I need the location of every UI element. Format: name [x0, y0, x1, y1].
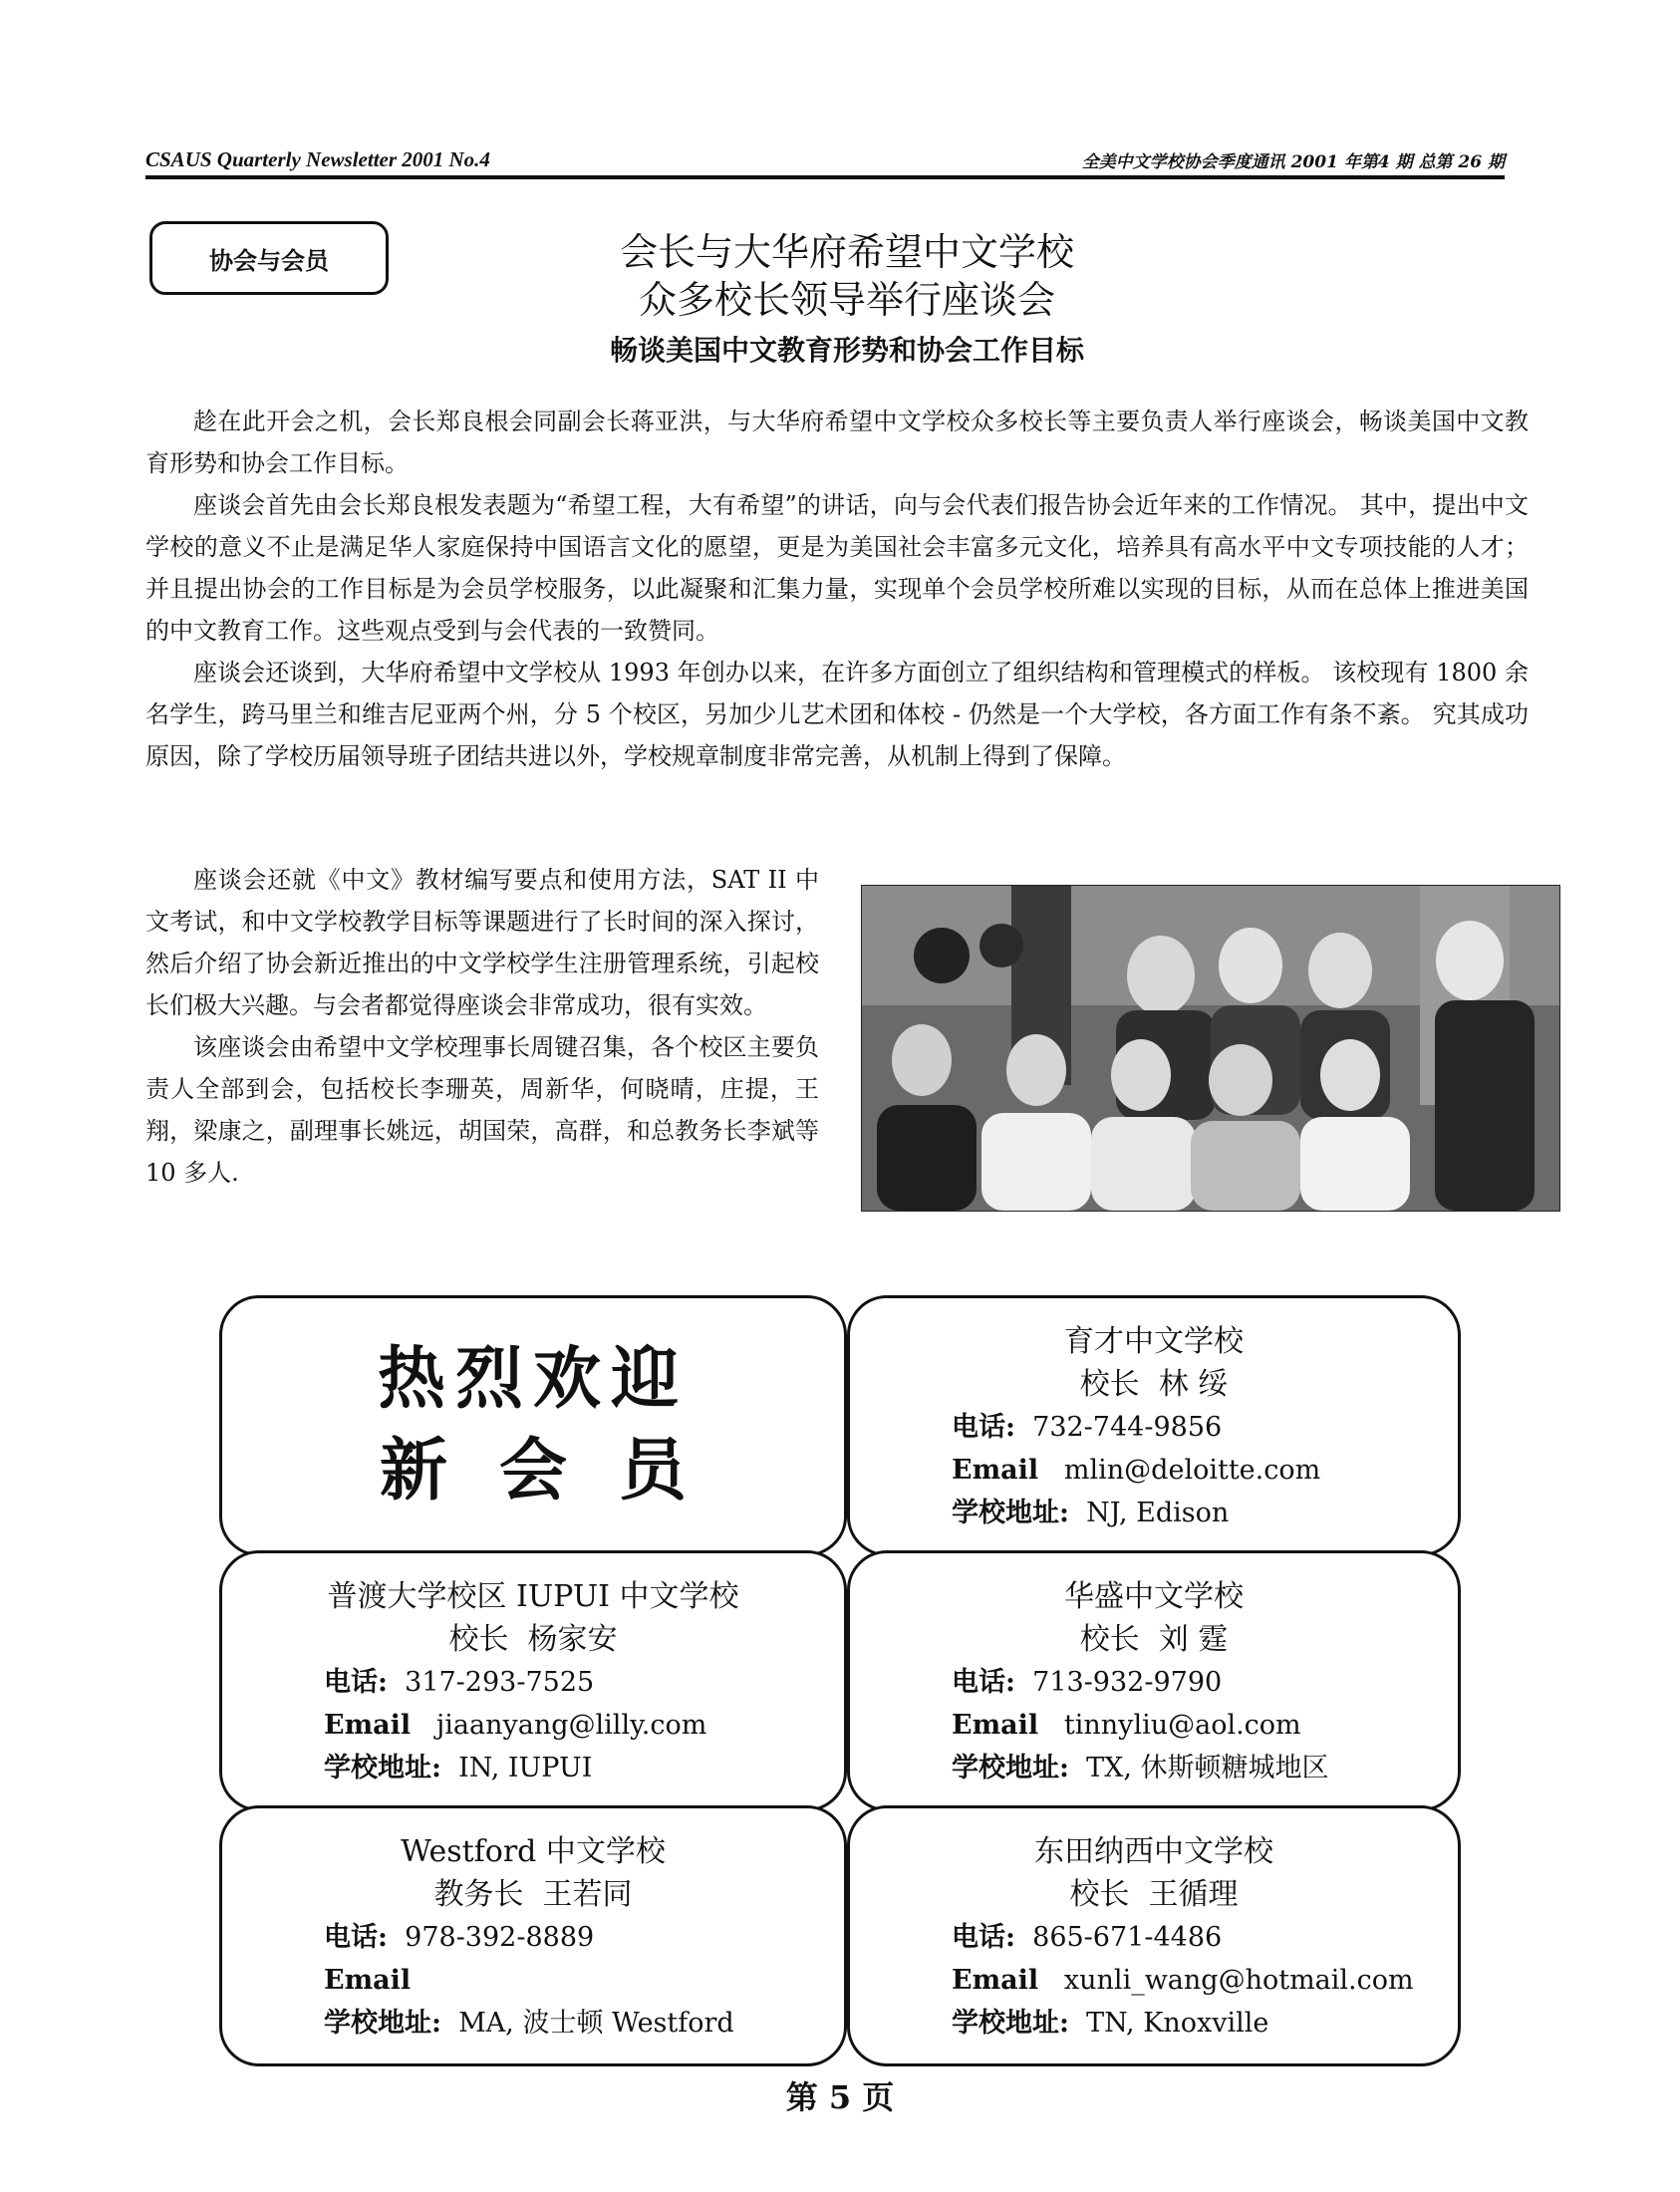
article-body — [145, 401, 1529, 777]
address-label: 学校地址: — [952, 1753, 1069, 1783]
school-name: 东田纳西中文学校 — [1034, 1834, 1273, 1869]
article-body-column — [145, 859, 819, 1194]
principal-name: 王若同 — [542, 1877, 633, 1912]
member-card — [219, 1805, 847, 2066]
address-value: TX, 休斯顿糖城地区 — [1086, 1753, 1329, 1783]
phone-value: 732-744-9856 — [1032, 1412, 1223, 1443]
address-value: TN, Knoxville — [1086, 2008, 1269, 2039]
principal-name: 刘 霆 — [1158, 1622, 1229, 1657]
phone-value: 865-671-4486 — [1032, 1922, 1223, 1953]
running-header — [145, 147, 1505, 173]
address-label: 学校地址: — [324, 2008, 441, 2039]
address-row — [850, 2002, 1458, 2045]
email-row — [850, 1959, 1458, 2002]
group-photo — [861, 885, 1560, 1212]
header-rule — [145, 175, 1505, 179]
email-label: Email — [324, 1965, 412, 1996]
email-label: Email — [952, 1455, 1039, 1486]
email-label: Email — [952, 1710, 1039, 1741]
article-title-line2: 众多校长领导举行座谈会 — [638, 278, 1055, 322]
member-card — [847, 1805, 1461, 2066]
email-value: mlin@deloitte.com — [1063, 1455, 1321, 1486]
principal-name: 林 绥 — [1158, 1367, 1229, 1402]
principal-name: 王循理 — [1148, 1877, 1239, 1912]
principal-role: 教务长 — [433, 1877, 524, 1912]
welcome-line1: 热烈欢迎 — [377, 1340, 689, 1419]
address-label: 学校地址: — [952, 2008, 1069, 2039]
member-card — [847, 1295, 1461, 1556]
email-label: Email — [324, 1710, 412, 1741]
principal — [222, 1873, 844, 1916]
phone-row — [222, 1916, 844, 1959]
school-name: 普渡大学校区 IUPUI 中文学校 — [327, 1579, 739, 1614]
paragraph: 趁在此开会之机，会长郑良根会同副会长蒋亚洪，与大华府希望中文学校众多校长等主要负责人举行座谈会，畅谈美国中文教育形势和协会工作目标。 — [145, 408, 1529, 477]
principal-name: 杨家安 — [527, 1622, 618, 1657]
page-number: 第 5 页 — [785, 2078, 895, 2116]
email-label: Email — [952, 1965, 1039, 1996]
phone-label: 电话: — [952, 1922, 1015, 1953]
paragraph: 该座谈会由希望中文学校理事长周键召集，各个校区主要负责人全部到会，包括校长李珊英，周新华，何晓晴，庄提，王翔，梁康之，副理事长姚远，胡国荣，高群，和总教务长李斌等 10 多人. — [145, 1033, 819, 1187]
new-members-grid — [219, 1295, 1461, 2066]
phone-row — [222, 1661, 844, 1704]
address-row — [222, 1747, 844, 1789]
principal — [850, 1363, 1458, 1406]
email-row — [222, 1959, 844, 2002]
school-name: 育才中文学校 — [1064, 1324, 1244, 1359]
address-label: 学校地址: — [324, 1753, 441, 1783]
welcome-card — [219, 1295, 847, 1556]
paragraph: 座谈会首先由会长郑良根发表题为“希望工程，大有希望”的讲话，向与会代表们报告协会近年来的工作情况。 其中，提出中文学校的意义不止是满足华人家庭保持中国语言文化的愿望，更是为美国社会丰富多元文化，培养具有高水平中文专项技能的人才； 并且提出协会的工作目标是为会员学校服务，以此凝聚和汇集力量，实现单个会员学校所难以实现的目标，从而在总体上推进美国的中文教育工作。这些观点受到与会代表的一致赞同。 — [145, 491, 1529, 645]
phone-label: 电话: — [952, 1412, 1015, 1443]
school-name: 华盛中文学校 — [1064, 1579, 1244, 1614]
address-value: NJ, Edison — [1086, 1498, 1230, 1528]
principal — [850, 1873, 1458, 1916]
phone-label: 电话: — [952, 1667, 1015, 1698]
phone-value: 317-293-7525 — [405, 1667, 595, 1698]
principal — [222, 1618, 844, 1661]
email-value: jiaanyang@lilly.com — [435, 1710, 707, 1741]
member-card — [847, 1550, 1461, 1811]
phone-row — [850, 1661, 1458, 1704]
address-value: IN, IUPUI — [458, 1753, 593, 1783]
school-name: Westford 中文学校 — [401, 1834, 666, 1869]
article-subtitle: 畅谈美国中文教育形势和协会工作目标 — [609, 334, 1084, 367]
address-row — [850, 1492, 1458, 1534]
issue-info: 全美中文学校协会季度通讯 2001 年第4 期 总第 26 期 — [1081, 152, 1505, 172]
newsletter-name: CSAUS Quarterly Newsletter 2001 No.4 — [145, 147, 490, 171]
phone-row — [850, 1916, 1458, 1959]
email-row — [222, 1704, 844, 1747]
paragraph: 座谈会还谈到，大华府希望中文学校从 1993 年创办以来，在许多方面创立了组织结构和管理模式的样板。 该校现有 1800 余名学生，跨马里兰和维吉尼亚两个州，分 5 个校区，另加少儿艺术团和体校 - 仍然是一个大学校，各方面工作有条不紊。 究其成功原因，除了学校历届领导班子团结共进以外，学校规章制度非常完善，从机制上得到了保障。 — [145, 659, 1529, 770]
address-value: MA, 波士顿 Westford — [458, 2008, 734, 2039]
welcome-line2: 新会员 — [379, 1432, 738, 1510]
principal — [850, 1618, 1458, 1661]
email-value: xunli_wang@hotmail.com — [1063, 1965, 1414, 1996]
phone-label: 电话: — [324, 1922, 388, 1953]
section-tag: 协会与会员 — [149, 221, 389, 295]
address-row — [222, 2002, 844, 2045]
principal-role: 校长 — [448, 1622, 509, 1657]
article-title-line1: 会长与大华府希望中文学校 — [619, 230, 1074, 274]
phone-row — [850, 1406, 1458, 1449]
member-card — [219, 1550, 847, 1811]
group-photo-image — [862, 886, 1559, 1211]
address-row — [850, 1747, 1458, 1789]
paragraph: 座谈会还就《中文》教材编写要点和使用方法，SAT II 中文考试，和中文学校教学目标等课题进行了长时间的深入探讨，然后介绍了协会新近推出的中文学校学生注册管理系统，引起校长们极大兴趣。与会者都觉得座谈会非常成功，很有实效。 — [145, 866, 819, 1019]
principal-role: 校长 — [1069, 1877, 1130, 1912]
phone-label: 电话: — [324, 1667, 388, 1698]
email-value: tinnyliu@aol.com — [1063, 1710, 1301, 1741]
email-row — [850, 1704, 1458, 1747]
principal-role: 校长 — [1079, 1622, 1140, 1657]
principal-role: 校长 — [1079, 1367, 1140, 1402]
phone-value: 978-392-8889 — [405, 1922, 595, 1953]
email-row — [850, 1449, 1458, 1492]
phone-value: 713-932-9790 — [1032, 1667, 1223, 1698]
address-label: 学校地址: — [952, 1498, 1069, 1528]
